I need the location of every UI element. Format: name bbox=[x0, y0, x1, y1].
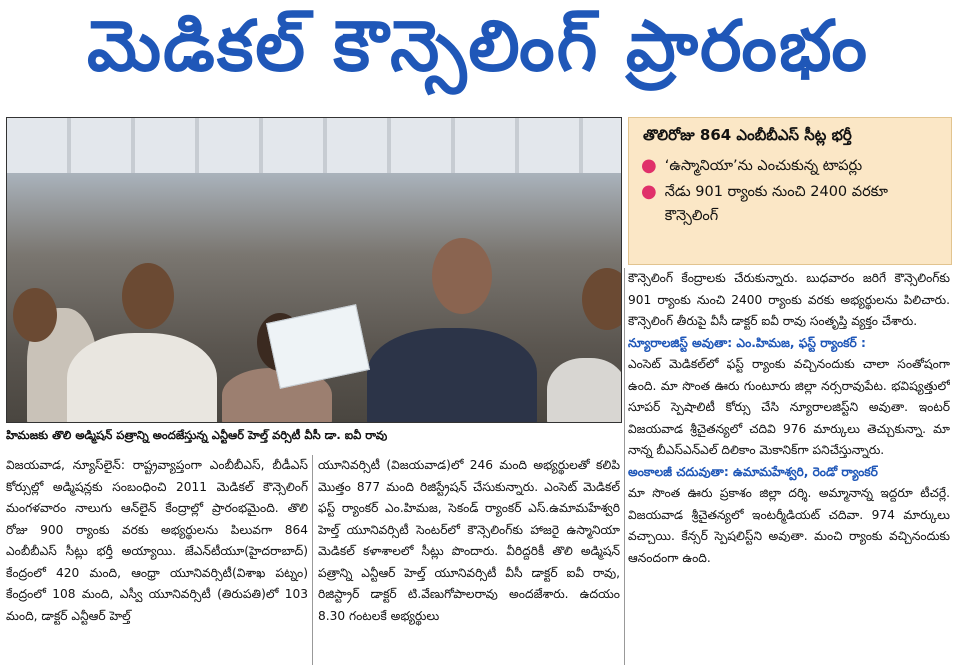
photo-ceiling bbox=[7, 118, 621, 173]
column-divider bbox=[312, 455, 313, 665]
photo-head bbox=[13, 288, 57, 342]
photo-head bbox=[122, 263, 174, 329]
article-column-1 bbox=[6, 455, 308, 665]
photo-head bbox=[432, 238, 492, 314]
highlights-box bbox=[628, 117, 952, 265]
highlight-item bbox=[641, 154, 943, 178]
highlights-title: తొలిరోజు 864 ఎంబీబీఎస్ సీట్ల భర్తీ bbox=[643, 126, 852, 144]
photo-person bbox=[547, 358, 622, 423]
subheading: అంకాలజీ చదువుతా: ఉమామహేశ్వరి, రెండో ర్యాంకర్ bbox=[628, 464, 878, 479]
bullet-icon: ● bbox=[641, 155, 657, 176]
photo-person bbox=[367, 328, 537, 423]
article-column-2 bbox=[318, 455, 620, 665]
news-photo bbox=[6, 117, 622, 423]
photo-person bbox=[67, 333, 217, 423]
photo-head bbox=[582, 268, 622, 330]
article-paragraph: యూనివర్సిటీ (విజయవాడ)లో 246 మంది అభ్యర్థులతో కలిపి మొత్తం 877 మంది రిజిస్ట్రేషన్ చేసుకున్నారు. ఎంసెట్ మెడికల్ ఫస్ట్ ర్యాంకర్ ఎం.హిమజ, సెకండ్ ర్యాంకర్ ఎస్.ఉమామహేశ్వరి హెల్త్ యూనివర్సిటీ సెంటర్‌లో కౌన్సెలింగ్‌కు హాజరై ఉస్మానియా మెడికల్ కళాశాలలో సీట్లు పొందారు. వీరిద్దరికీ తొలి అడ్మిషన్ పత్రాన్ని ఎన్టీఆర్ హెల్త్ యూనివర్సిటీ వీసీ డాక్టర్ ఐవీ రావు, రిజిస్ట్రార్ డాక్టర్ టి.వేణుగోపాలరావు అందజేశారు. ఉదయం 8.30 గంటలకే అభ్యర్థులు bbox=[318, 458, 620, 623]
highlight-text: ‘ఉస్మానియా’ను ఎంచుకున్న టాపర్లు bbox=[664, 158, 863, 174]
highlight-text: నేడు 901 ర్యాంకు నుంచి 2400 వరకూ కౌన్సెలింగ్ bbox=[664, 184, 888, 224]
bullet-icon: ● bbox=[641, 181, 657, 202]
article-paragraph: కౌన్సెలింగ్ కేంద్రాలకు చేరుకున్నారు. బుధవారం జరిగే కౌన్సెలింగ్‌కు 901 ర్యాంకు నుంచి 2400 ర్యాంకు వరకు అభ్యర్థులను పిలిచారు. కౌన్సెలింగ్ తీరుపై వీసీ డాక్టర్ ఐవీ రావు సంతృప్తి వ్యక్తం చేశారు. bbox=[628, 271, 950, 328]
article-column-3 bbox=[628, 268, 950, 668]
subheading: న్యూరాలజిస్ట్ అవుతా: ఎం.హిమజ, ఫస్ట్ ర్యాంకర్ : bbox=[628, 335, 866, 350]
highlight-item bbox=[641, 180, 943, 228]
article-paragraph: ఎంసెట్ మెడికల్‌లో ఫస్ట్ ర్యాంకు వచ్చినందుకు చాలా సంతోషంగా ఉంది. మా సొంత ఊరు గుంటూరు జిల్లా నర్సరావుపేట. భవిష్యత్తులో సూపర్ స్పెషాలిటీ కోర్సు చేసి న్యూరాలజిస్ట్‌ని అవుతా. ఇంటర్ విజయవాడ శ్రీచైతన్యలో చదివి 976 మార్కులు తెచ్చుకున్నా. మా నాన్న బీఎస్‌ఎన్‌ఎల్ దిలికాం మెకానిక్‌గా పనిచేస్తున్నారు. bbox=[628, 357, 950, 457]
photo-caption: హిమజకు తొలి అడ్మిషన్ పత్రాన్ని అందజేస్తున్న ఎన్టీఆర్ హెల్త్ వర్సిటీ వీసీ డా. ఐవీ రావు bbox=[6, 428, 388, 442]
article-paragraph: విజయవాడ, న్యూస్‌లైన్: రాష్ట్రవ్యాప్తంగా ఎంబీబీఎస్, బీడీఎస్ కోర్సుల్లో అడ్మిషన్లకు సంబంధించి 2011 మెడికల్ కౌన్సెలింగ్ మంగళవారం నాలుగు ఆన్‌లైన్ కేంద్రాల్లో ప్రారంభమైంది. తొలి రోజు 900 ర్యాంకు వరకు అభ్యర్థులను పిలువగా 864 ఎంబీబీఎస్ సీట్లు భర్తీ అయ్యాయి. జేఎన్‌టీయూ(హైదరాబాద్) కేంద్రంలో 420 మంది, ఆంధ్రా యూనివర్సిటీ(విశాఖ పట్నం) కేంద్రంలో 108 మంది, ఎస్వీ యూనివర్సిటీ (తిరుపతి)లో 103 మంది, డాక్టర్ ఎన్టీఆర్ హెల్త్ bbox=[6, 458, 308, 623]
headline: మెడికల్ కౌన్సెలింగ్ ప్రారంభం bbox=[86, 4, 870, 87]
article-paragraph: మా సొంత ఊరు ప్రకాశం జిల్లా దర్శి. అమ్మానాన్న ఇద్దరూ టీచర్లే. విజయవాడ శ్రీచైతన్యలో ఇంటర్మీడియట్ చదివా. 974 మార్కులు వచ్చాయి. కేన్సర్ స్పెషలిస్ట్‌ని అవుతా. మంచి ర్యాంకు వచ్చినందుకు ఆనందంగా ఉంది. bbox=[628, 486, 950, 565]
column-divider bbox=[624, 268, 625, 665]
